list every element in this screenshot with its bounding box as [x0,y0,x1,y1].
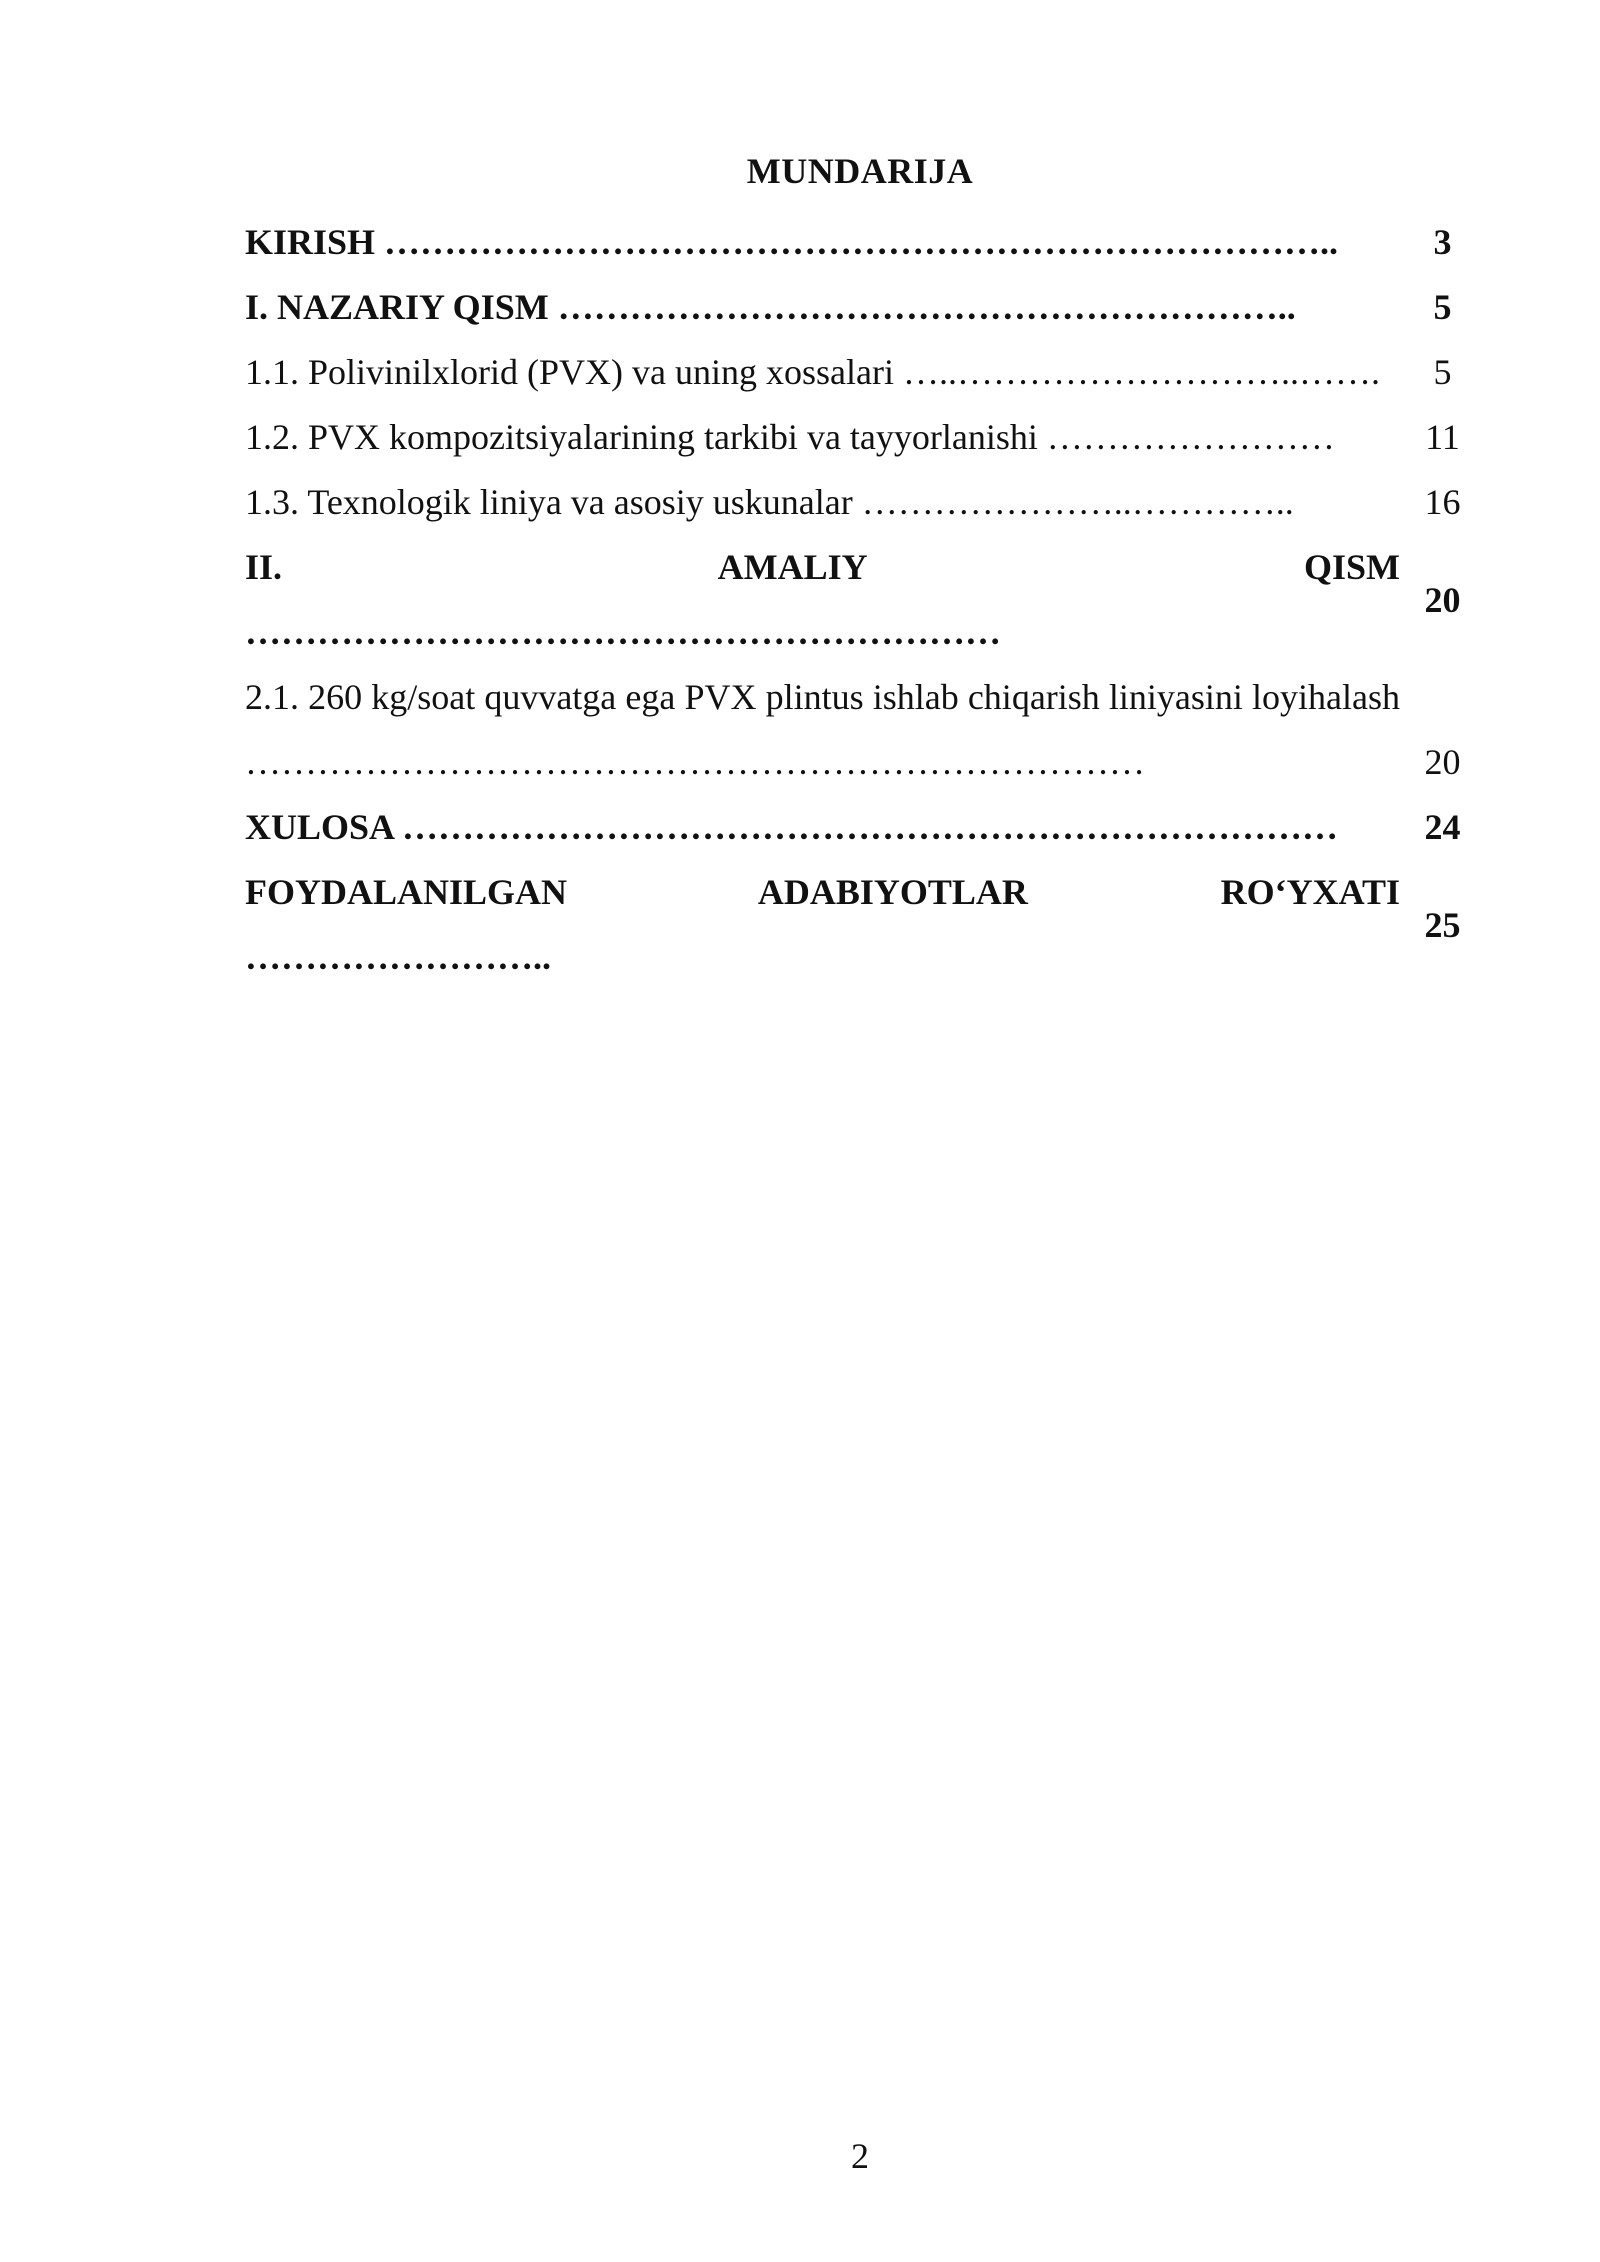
toc-row-xulosa [245,795,1485,860]
toc-page-number: 3 [1433,222,1452,262]
toc-entry-text [245,535,1400,665]
toc-row-1-3 [245,470,1485,535]
toc-row-adabiyotlar [245,860,1485,990]
toc-entry-text [245,860,1400,990]
toc-page-number: 20 [1424,742,1461,782]
toc-row-amaliy-qism [245,535,1485,665]
toc-page-number: 5 [1433,352,1452,392]
page-number: 2 [851,2136,869,2176]
toc-row-1-2 [245,405,1485,470]
toc-row-1-1 [245,340,1485,405]
toc-entry-text: 1.2. PVX kompozitsiyalarining tarkibi va tayyorlanishi …………………… [245,417,1335,457]
toc-page-number: 20 [1424,579,1461,620]
toc-entry-heading: FOYDALANILGAN ADABIYOTLAR RO‘YXATI [245,872,1400,912]
toc-page-number: 5 [1433,287,1452,327]
toc-entry-heading: II. AMALIY QISM [245,547,1400,587]
toc-entry-text: 1.1. Polivinilxlorid (PVX) va uning xossalari …..………………………..……. [245,352,1380,392]
toc-page-number: 16 [1424,482,1461,522]
toc-entry-leader: …………………….. [245,937,551,977]
toc-row-2-1 [245,665,1485,795]
toc-entry-text: I. NAZARIY QISM …………………………………………………….. [245,287,1296,327]
toc-entry-leader: ……………………………………………………… [245,612,1001,652]
toc-entry-text: KIRISH …………………………………………………………………….. [245,222,1339,262]
toc-entry-text: 1.3. Texnologik liniya va asosiy uskunalar …………………..………….. [245,482,1294,522]
toc-page-number: 11 [1425,417,1460,457]
toc-entry-text: 2.1. 260 kg/soat quvvatga ega PVX plintus ishlab chiqarish liniyasini loyihalash ………………………………………………………………… [245,677,1400,782]
toc-page-number: 25 [1424,904,1461,945]
toc-row-kirish [245,210,1485,275]
toc-page-number: 24 [1424,807,1461,847]
table-of-contents [245,210,1485,990]
page-title: MUNDARIJA [746,151,974,191]
toc-entry-text: XULOSA …………………………………………………………………… [245,807,1339,847]
toc-row-nazariy-qism [245,275,1485,340]
